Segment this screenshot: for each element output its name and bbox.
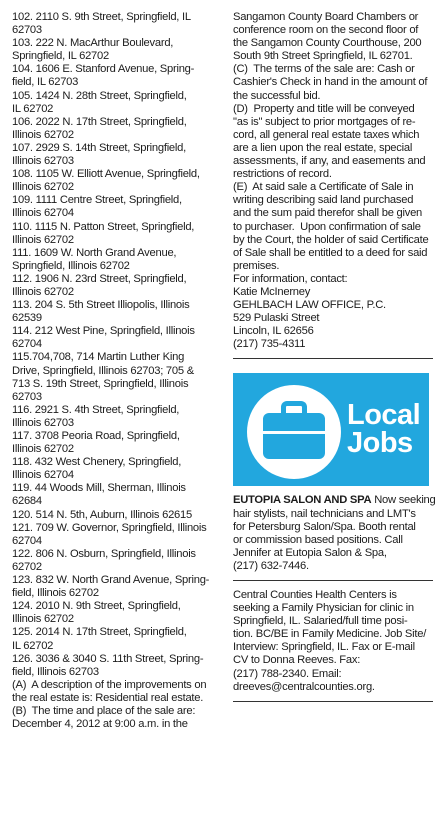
- text-line: 120. 514 N. 5th, Auburn, Illinois 62615: [12, 508, 192, 521]
- text-line: GEHLBACH LAW OFFICE, P.C.: [233, 299, 386, 312]
- text-line: 115.704,708, 714 Martin Luther King: [12, 351, 185, 364]
- ad-text-line: (217) 788-2340. Email:: [233, 667, 342, 680]
- text-line: Sangamon County Board Chambers or: [233, 11, 419, 23]
- text-line: Springfield, IL 62702: [12, 50, 109, 63]
- ad-body: [233, 589, 436, 694]
- ad-body: [233, 508, 436, 573]
- text-line: (B) The time and place of the sale are:: [12, 704, 196, 717]
- text-line: (A) A description of the improvements on: [12, 678, 207, 691]
- text-line: IL 62702: [12, 639, 54, 652]
- ad-text-line: Jennifer at Eutopia Salon & Spa,: [233, 546, 387, 559]
- text-line: 112. 1906 N. 23rd Street, Springfield,: [12, 272, 187, 285]
- text-line: 529 Pulaski Street: [233, 312, 320, 325]
- text-line: 62539: [12, 312, 42, 325]
- text-line: For information, contact:: [233, 272, 348, 285]
- ad-text-line: for Petersburg Salon/Spa. Booth rental: [233, 520, 416, 533]
- text-line: Drive, Springfield, Illinois 62703; 705 &: [12, 364, 194, 377]
- divider: [233, 358, 433, 359]
- text-line: the successful bid.: [233, 89, 321, 102]
- text-line: 117. 3708 Peoria Road, Springfield,: [12, 430, 180, 442]
- text-line: Illinois 62704: [12, 207, 74, 220]
- text-line: and the sum paid therefor shall be given: [233, 207, 423, 220]
- text-line: field, Illinois 62702: [12, 587, 99, 600]
- text-line: IL 62702: [12, 102, 54, 115]
- text-line: are a lien upon the real estate, special: [233, 141, 413, 154]
- text-line: Illinois 62703: [12, 155, 74, 168]
- text-line: 107. 2929 S. 14th Street, Springfield,: [12, 141, 186, 154]
- text-line: Illinois 62702: [12, 233, 74, 246]
- left-column: [12, 11, 212, 731]
- text-line: 118. 432 West Chenery, Springfield,: [12, 456, 182, 469]
- ad-text-line: seeking a Family Physician for clinic in: [233, 602, 414, 615]
- text-line: 103. 222 N. MacArthur Boulevard,: [12, 37, 174, 50]
- ad-text-line: hair stylists, nail technicians and LMT's: [233, 507, 416, 520]
- text-line: Illinois 62702: [12, 285, 74, 298]
- text-line: writing describing said land purchased: [233, 194, 414, 207]
- text-line: 106. 2022 N. 17th Street, Springfield,: [12, 115, 187, 128]
- text-line: 62704: [12, 534, 42, 547]
- briefcase-icon: [247, 385, 341, 479]
- ad-text-line: Interview: Springfield, IL. Fax or E-mail: [233, 641, 415, 654]
- text-line: 114. 212 West Pine, Springfield, Illinois: [12, 325, 195, 338]
- text-line: to purchaser. Upon confirmation of sale: [233, 220, 421, 233]
- text-line: the real estate is: Residential real estate.: [12, 691, 204, 704]
- text-line: 62703: [12, 24, 42, 37]
- text-line: (E) At said sale a Certificate of Sale in: [233, 181, 414, 194]
- text-line: Illinois 62702: [12, 443, 74, 456]
- text-line: (D) Property and title will be conveyed: [233, 102, 415, 115]
- ad-text-line: CV to Donna Reeves. Fax:: [233, 654, 361, 667]
- ad-text-line: dreeves@centralcounties.org.: [233, 680, 375, 693]
- text-line: 62684: [12, 495, 42, 508]
- text-line: Cashier's Check in hand in the amount of: [233, 76, 428, 89]
- text-line: cord, all general real estate taxes which: [233, 128, 420, 141]
- text-line: Springfield, Illinois 62702: [12, 259, 130, 272]
- text-line: 104. 1606 E. Stanford Avenue, Spring-: [12, 63, 195, 76]
- right-column: [233, 11, 436, 702]
- text-line: field, IL 62703: [12, 76, 79, 89]
- text-line: Illinois 62702: [12, 613, 74, 626]
- local-jobs-banner: [233, 373, 429, 486]
- text-line: Illinois 62702: [12, 128, 74, 141]
- text-line: restrictions of record.: [233, 168, 332, 181]
- text-line: (C) The terms of the sale are: Cash or: [233, 63, 415, 76]
- text-line: "as is" subject to prior mortgages of re-: [233, 115, 416, 128]
- text-line: 122. 806 N. Osburn, Springfield, Illinois: [12, 547, 196, 560]
- text-line: 125. 2014 N. 17th Street, Springfield,: [12, 626, 187, 639]
- text-line: 116. 2921 S. 4th Street, Springfield,: [12, 403, 180, 416]
- ad-heading-rest: Now seeking: [371, 494, 436, 507]
- text-line: 123. 832 W. North Grand Avenue, Spring-: [12, 574, 210, 587]
- text-line: 62702: [12, 560, 42, 573]
- text-line: Illinois 62702: [12, 181, 74, 194]
- text-line: 105. 1424 N. 28th Street, Springfield,: [12, 89, 187, 102]
- text-line: of Sale shall be entitled to a deed for said: [233, 246, 428, 259]
- ad-text-line: (217) 632-7446.: [233, 559, 309, 572]
- text-line: 110. 1115 N. Patton Street, Springfield,: [12, 220, 195, 233]
- text-line: (217) 735-4311: [233, 338, 306, 351]
- ad-text-line: tion. BC/BE in Family Medicine. Job Site/: [233, 628, 427, 641]
- divider: [233, 701, 433, 702]
- ad-first-line: [233, 494, 436, 507]
- text-line: premises.: [233, 259, 280, 272]
- text-line: South 9th Street Springfield, IL 62701.: [233, 50, 413, 63]
- text-line: assessments, if any, and easements and: [233, 155, 426, 168]
- job-ad-health-centers: [233, 589, 436, 694]
- job-ad-eutopia: [233, 494, 436, 573]
- text-line: Katie McInerney: [233, 285, 311, 298]
- divider: [233, 580, 433, 581]
- text-line: 121. 709 W. Governor, Springfield, Illinois: [12, 521, 207, 534]
- text-line: Illinois 62704: [12, 469, 74, 482]
- text-line: Lincoln, IL 62656: [233, 325, 314, 338]
- text-line: December 4, 2012 at 9:00 a.m. in the: [12, 718, 188, 731]
- text-line: Illinois 62703: [12, 416, 74, 429]
- text-line: 113. 204 S. 5th Street Illiopolis, Illinois: [12, 299, 190, 312]
- ad-text-line: or commission based positions. Call: [233, 533, 403, 546]
- text-line: the Sangamon County Courthouse, 200: [233, 37, 422, 50]
- text-line: 102. 2110 S. 9th Street, Springfield, IL: [12, 11, 191, 23]
- text-line: 126. 3036 & 3040 S. 11th Street, Spring-: [12, 652, 204, 665]
- text-line: 111. 1609 W. North Grand Avenue,: [12, 246, 177, 259]
- text-line: 124. 2010 N. 9th Street, Springfield,: [12, 600, 181, 613]
- banner-title: Local Jobs: [347, 399, 421, 460]
- legal-notice-terms: [233, 11, 436, 351]
- text-line: 713 S. 19th Street, Springfield, Illinois: [12, 377, 189, 390]
- text-line: field, Illinois 62703: [12, 665, 99, 678]
- ad-heading: EUTOPIA SALON AND SPA: [233, 494, 372, 507]
- text-line: 108. 1105 W. Elliott Avenue, Springfield,: [12, 168, 200, 181]
- ad-text-line: Central Counties Health Centers is: [233, 589, 397, 601]
- ad-text-line: Springfield, IL. Salaried/full time posi-: [233, 615, 408, 628]
- text-line: 109. 1111 Centre Street, Springfield,: [12, 194, 182, 207]
- text-line: 62704: [12, 338, 42, 351]
- text-line: conference room on the second floor of: [233, 24, 419, 37]
- text-line: 62703: [12, 390, 42, 403]
- text-line: 119. 44 Woods Mill, Sherman, Illinois: [12, 482, 186, 495]
- text-line: by the Court, the holder of said Certificate: [233, 233, 429, 246]
- legal-notice-properties: [12, 11, 212, 731]
